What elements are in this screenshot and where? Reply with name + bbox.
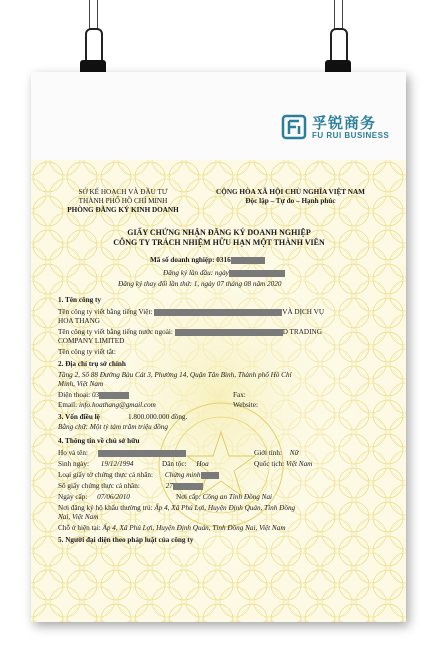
redaction-bar bbox=[173, 483, 203, 490]
title-line-2: CÔNG TY TRÁCH NHIỆM HỮU HẠN MỘT THÀNH VIÊN bbox=[113, 238, 325, 247]
company-name-vn bbox=[58, 308, 383, 317]
charter-capital: 1.800.000.000 đồng. bbox=[128, 413, 188, 421]
issuer-line-2: THÀNH PHỐ HỒ CHÍ MINH bbox=[78, 197, 168, 205]
owner-nationality bbox=[254, 460, 312, 469]
owner-current-address bbox=[58, 524, 383, 533]
value-line-1: Ấp 4, Xã Phú Lợi, Huyện Định Quán, Tỉnh Đồng bbox=[154, 504, 296, 512]
owner-issue-date bbox=[58, 493, 130, 502]
clip-wire bbox=[334, 0, 335, 30]
owner-issue-place bbox=[176, 493, 272, 502]
value: Công an Tỉnh Đồng Nai bbox=[202, 493, 273, 501]
owner-permanent-address-cont: Nai, Việt Nam bbox=[58, 513, 99, 521]
fax-label: Fax: bbox=[233, 391, 246, 399]
title-line-1: GIẤY CHỨNG NHẬN ĐĂNG KÝ DOANH NGHIỆP bbox=[127, 228, 311, 237]
owner-dob bbox=[58, 460, 134, 469]
section-4-heading: 4. Thông tin về chủ sở hữu bbox=[58, 437, 140, 445]
capital-words bbox=[58, 423, 168, 432]
label: Quốc tịch: bbox=[254, 460, 285, 468]
company-name-vn-cont: HOA THANG bbox=[58, 317, 100, 325]
redaction-bar bbox=[154, 309, 282, 316]
issuer-line-3: PHÒNG ĐĂNG KÝ KINH DOANH bbox=[67, 206, 179, 214]
section-2-heading: 2. Địa chỉ trụ sở chính bbox=[58, 360, 126, 368]
issuer-block bbox=[58, 188, 188, 215]
value: Ấp 4, Xã Phú Lợi, Huyện Định Quán, Tỉnh Đồng Nai, Việt Nam bbox=[102, 524, 286, 532]
label: Giới tính: bbox=[254, 449, 282, 457]
label: Họ và tên: bbox=[58, 449, 88, 457]
section-1-heading: 1. Tên công ty bbox=[58, 296, 101, 304]
clip-wire bbox=[89, 0, 90, 30]
value: Hoa bbox=[196, 460, 209, 468]
value: VÀ DỊCH VỤ bbox=[282, 308, 325, 316]
section-3-heading: 3. Vốn điều lệ bbox=[58, 413, 100, 421]
address-line-2: Minh, Việt Nam bbox=[58, 380, 104, 388]
phone bbox=[58, 391, 129, 400]
value: 03 bbox=[91, 391, 100, 399]
label: Bằng chữ: bbox=[58, 423, 89, 431]
owner-permanent-address bbox=[58, 504, 383, 513]
issuer-line-1: SỞ KẾ HOẠCH VÀ ĐẦU TƯ bbox=[78, 188, 168, 196]
change-registration: Đăng ký thay đổi lần thứ: 1, ngày 07 tháng 08 năm 2020 bbox=[118, 280, 282, 288]
label: Nơi đăng ký hộ khẩu thường trú: bbox=[58, 504, 153, 512]
redaction-bar bbox=[231, 257, 265, 264]
label: Tên công ty viết bằng tiếng nước ngoài: bbox=[58, 328, 173, 336]
owner-id-type bbox=[58, 471, 219, 480]
redaction-bar bbox=[175, 329, 283, 336]
value: 27 bbox=[165, 482, 173, 490]
address-line-1: Tầng 2, Số 88 Đường Bàu Cát 3, Phường 14, Quận Tân Bình, Thành phố Hồ Chí bbox=[58, 371, 292, 379]
owner-sex bbox=[254, 449, 298, 458]
company-name-en-cont: COMPANY LIMITED bbox=[58, 337, 125, 345]
redaction-bar bbox=[98, 450, 186, 457]
section-5-heading: 5. Người đại diện theo pháp luật của công ty bbox=[58, 536, 194, 544]
redaction-bar bbox=[229, 270, 285, 277]
logo-english-text: FU RUI BUSINESS bbox=[312, 130, 390, 140]
logo-mark-icon bbox=[281, 114, 307, 140]
owner-ethnicity bbox=[162, 460, 209, 469]
brand-logo bbox=[281, 114, 389, 140]
label: Điện thoại: bbox=[58, 391, 91, 399]
enterprise-code-text: Mã số doanh nghiệp: 0316 bbox=[150, 256, 231, 264]
clip-wire bbox=[97, 0, 98, 30]
first-registration bbox=[163, 269, 285, 278]
redaction-bar bbox=[99, 392, 129, 399]
country-name: CỘNG HÒA XÃ HỘI CHỦ NGHĨA VIỆT NAM bbox=[216, 188, 365, 196]
website-label: Website: bbox=[233, 401, 258, 409]
label: Loại giấy tờ chứng thực cá nhân: bbox=[58, 471, 154, 479]
email bbox=[58, 401, 156, 410]
value: Chứng minh bbox=[164, 471, 201, 479]
owner-name bbox=[58, 449, 186, 458]
enterprise-code bbox=[150, 256, 265, 265]
label: Số giấy chứng thực cá nhân: bbox=[58, 482, 140, 490]
redaction-bar bbox=[201, 472, 219, 479]
value: 07/06/2010 bbox=[97, 493, 130, 501]
value: Một tỷ tám trăm triệu đồng bbox=[89, 423, 168, 431]
first-registration-text: Đăng ký lần đầu: ngày bbox=[163, 269, 229, 277]
national-motto bbox=[198, 188, 383, 206]
document-title bbox=[58, 228, 380, 248]
label: Chỗ ở hiện tại: bbox=[58, 524, 101, 532]
label: Email: bbox=[58, 401, 78, 409]
label: Nơi cấp: bbox=[176, 493, 201, 501]
value: Nữ bbox=[289, 449, 299, 457]
value: info.hoathang@gmail.com bbox=[78, 401, 156, 409]
label: Dân tộc: bbox=[162, 460, 187, 468]
company-short-name: Tên công ty viết tắt: bbox=[58, 348, 116, 356]
label: Sinh ngày: bbox=[58, 460, 89, 468]
label: Tên công ty viết bằng tiếng Việt: bbox=[58, 308, 153, 316]
value: Việt Nam bbox=[285, 460, 313, 468]
label: Ngày cấp: bbox=[58, 493, 88, 501]
value: D TRADING bbox=[282, 328, 322, 336]
clip-wire bbox=[342, 0, 343, 30]
company-name-en bbox=[58, 328, 383, 337]
motto: Độc lập – Tự do – Hạnh phúc bbox=[245, 197, 336, 205]
logo-chinese-text: 孚锐商务 bbox=[312, 113, 377, 132]
owner-id-number bbox=[58, 482, 203, 491]
value: 19/12/1994 bbox=[100, 460, 134, 468]
